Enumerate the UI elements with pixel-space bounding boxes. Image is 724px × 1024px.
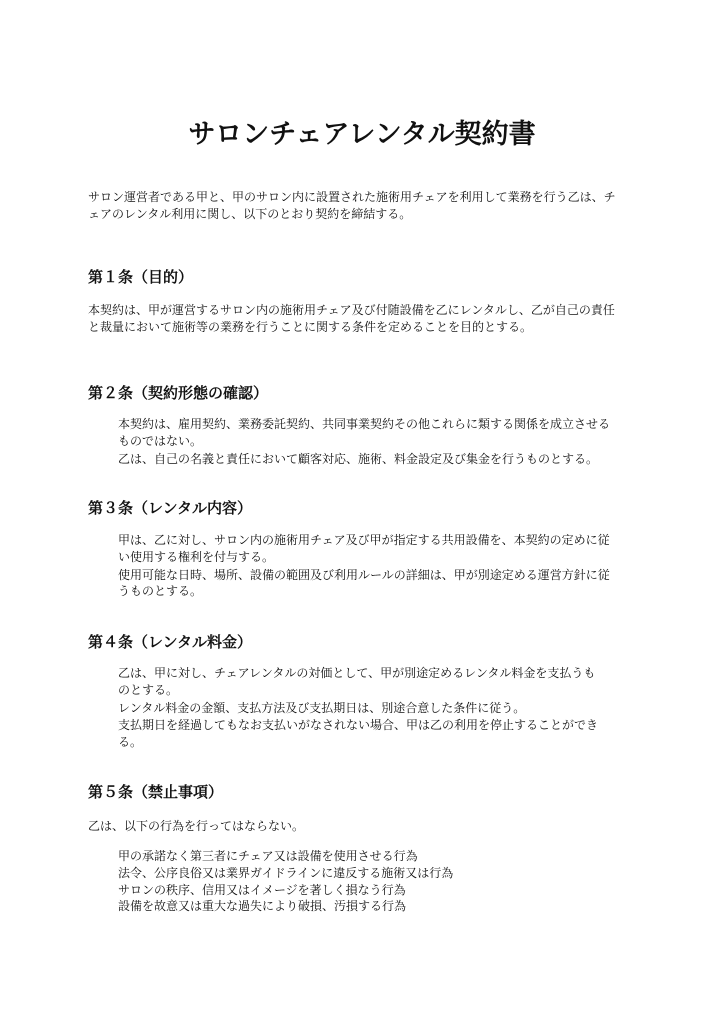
article-2-line: 本契約は、雇用契約、業務委託契約、共同事業契約その他これらに類する関係を成立させる (118, 417, 611, 431)
article-5-item: 甲の承諾なく第三者にチェア又は設備を使用させる行為 (118, 849, 418, 863)
article-5-intro: 乙は、以下の行為を行ってはならない。 (88, 819, 305, 833)
article-1-line: 本契約は、甲が運営するサロン内の施術用チェア及び付随設備を乙にレンタルし、乙が自己の責任 (88, 303, 615, 317)
document-title: サロンチェアレンタル契約書 (188, 119, 536, 150)
article-4-line: る。 (118, 735, 143, 749)
article-3-heading: 第３条（レンタル内容） (88, 499, 253, 517)
article-4-line: 乙は、甲に対し、チェアレンタルの対価として、甲が別途定めるレンタル料金を支払うも (118, 666, 596, 680)
article-1-heading: 第１条（目的） (88, 268, 194, 286)
article-1-line: と裁量において施術等の業務を行うことに関する条件を定めることを目的とする。 (88, 320, 533, 334)
article-2-heading: 第２条（契約形態の確認） (88, 384, 269, 402)
intro-line: ェアのレンタル利用に関し、以下のとおり契約を締結する。 (88, 207, 412, 221)
article-4-line: レンタル料金の金額、支払方法及び支払期日は、別途合意した条件に従う。 (118, 701, 526, 715)
article-3-line: い使用する権利を付与する。 (118, 550, 275, 564)
article-5-item: 法令、公序良俗又は業界ガイドラインに違反する施術又は行為 (118, 866, 454, 880)
article-3-line: 使用可能な日時、場所、設備の範囲及び利用ルールの詳細は、甲が別途定める運営方針に従 (118, 568, 610, 582)
article-4-heading: 第４条（レンタル料金） (88, 633, 253, 651)
article-3-line: 甲は、乙に対し、サロン内の施術用チェア及び甲が指定する共用設備を、本契約の定めに従 (118, 533, 610, 547)
article-4-line: のとする。 (118, 683, 179, 697)
article-2-line: ものではない。 (118, 434, 203, 448)
article-2-line: 乙は、自己の名義と責任において顧客対応、施術、料金設定及び集金を行うものとする。 (118, 452, 599, 466)
intro-line: サロン運営者である甲と、甲のサロン内に設置された施術用チェアを利用して業務を行う乙は、チ (88, 190, 616, 204)
article-5-heading: 第５条（禁止事項） (88, 783, 224, 801)
article-3-line: うものとする。 (118, 584, 203, 598)
article-4-line: 支払期日を経過してもなお支払いがなされない場合、甲は乙の利用を停止することができ (118, 718, 599, 732)
article-5-item: サロンの秩序、信用又はイメージを著しく損なう行為 (118, 883, 406, 897)
article-5-item: 設備を故意又は重大な過失により破損、汚損する行為 (118, 899, 407, 913)
